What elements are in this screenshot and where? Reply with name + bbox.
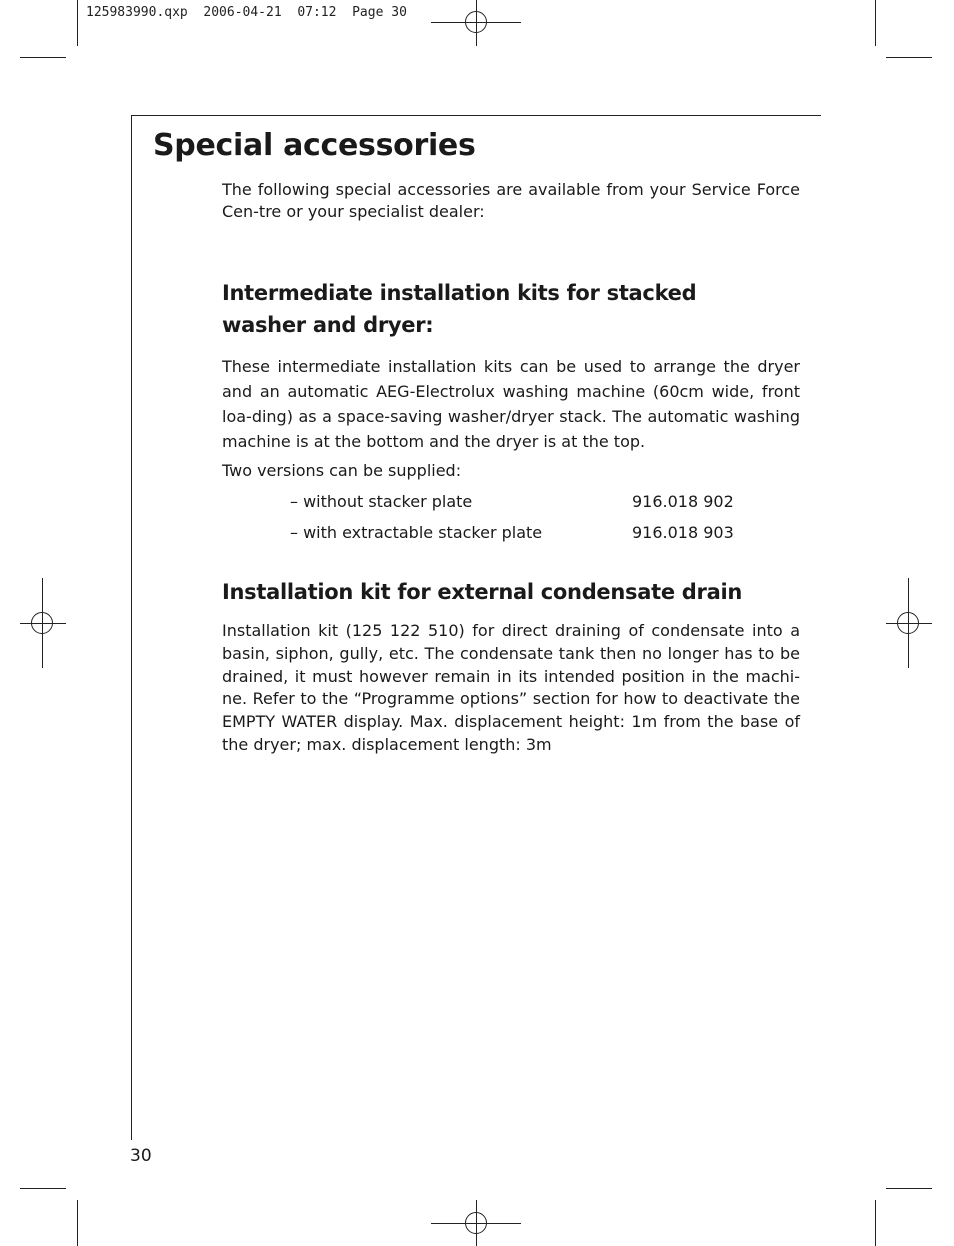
frame-top-rule — [131, 115, 821, 116]
versions-intro: Two versions can be supplied: — [222, 461, 462, 480]
frame-left-rule — [131, 115, 132, 1140]
section-heading-stacking-line1: Intermediate installation kits for stacked — [222, 281, 697, 305]
page-number: 30 — [130, 1146, 152, 1166]
version-label: – without stacker plate — [290, 492, 473, 511]
intro-paragraph: The following special accessories are available from your Service Force Cen-tre or your specialist dealer: — [222, 180, 800, 221]
print-slug: 125983990.qxp 2006-04-21 07:12 Page 30 — [86, 5, 407, 20]
version-label: – with extractable stacker plate — [290, 523, 543, 542]
condensate-drain-paragraph: Installation kit (125 122 510) for direct draining of condensate into a basin, siphon, gully, etc. The condensate tank then no longer has to be drained, it must however remain in its intended position in the machi-ne. Refer to the “Programme options” section for how to deactivate the EMPTY WATER display. Max. displacement height: 1m from the base of the dryer; max. displacement length: 3m — [222, 621, 800, 754]
stacking-kits-paragraph: These intermediate installation kits can be used to arrange the dryer and an automatic AEG-Electrolux washing machine (60cm wide, front loa-ding) as a space-saving washer/dryer stack. The automatic washing machine is at the bottom and the dryer is at the top. — [222, 357, 800, 451]
version-code: 916.018 903 — [632, 523, 734, 542]
version-code: 916.018 902 — [632, 492, 734, 511]
section-heading-stacking-line2: washer and dryer: — [222, 313, 434, 337]
section-heading-condensate: Installation kit for external condensate drain — [222, 580, 742, 604]
page-title: Special accessories — [153, 128, 476, 163]
